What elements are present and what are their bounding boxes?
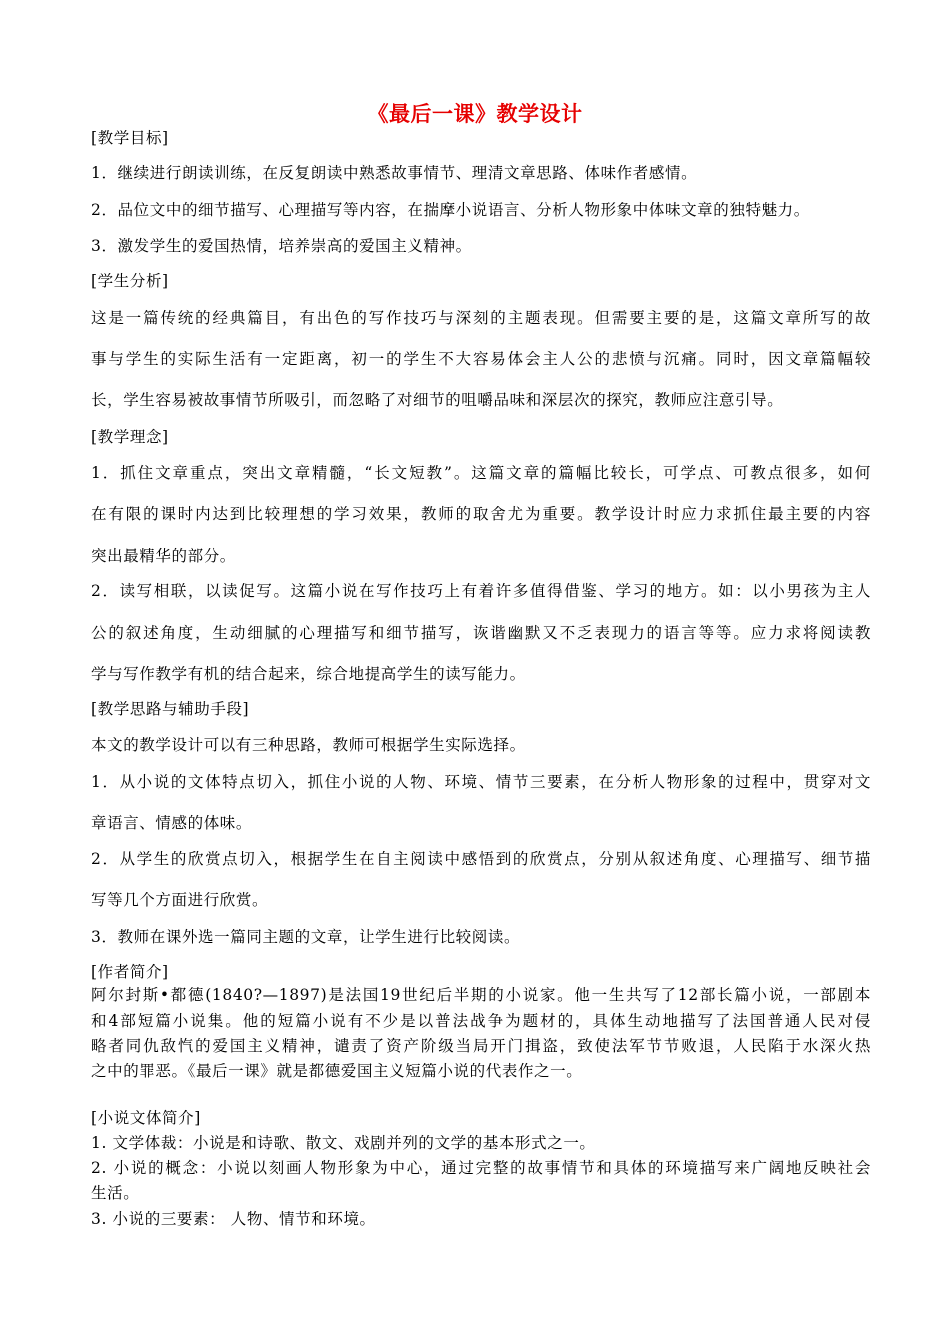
paragraph-line: 3．教师在课外选一篇同主题的文章，让学生进行比较阅读。 (91, 928, 521, 946)
goal-item-3: 3．激发学生的爱国热情，培养崇高的爱国主义精神。 (91, 237, 472, 255)
paragraph-line: 事与学生的实际生活有一定距离，初一的学生不大容易体会主人公的悲愤与沉痛。同时，因文章篇幅较 (91, 350, 871, 368)
list-item: 2. 小说的概念：小说以刻画人物形象为中心，通过完整的故事情节和具体的环境描写来广阔地反映社会 (91, 1159, 871, 1177)
paragraph-line: 之中的罪恶。《最后一课》就是都德爱国主义短篇小说的代表作之一。 (91, 1062, 583, 1080)
document-title: 《最后一课》教学设计 (367, 101, 583, 126)
paragraph-line: 1．从小说的文体特点切入，抓住小说的人物、环境、情节三要素，在分析人物形象的过程中，贯穿对文 (91, 773, 871, 791)
paragraph-line: 2．读写相联，以读促写。这篇小说在写作技巧上有着许多值得借鉴、学习的地方。如：以小男孩为主人 (91, 582, 871, 600)
paragraph-line: 生活。 (91, 1184, 140, 1202)
list-item: 3. 小说的三要素： 人物、情节和环境。 (91, 1210, 376, 1228)
heading-teaching-goals: [教学目标] (91, 129, 169, 147)
heading-student-analysis: [学生分析] (91, 272, 169, 290)
paragraph-line: 这是一篇传统的经典篇目，有出色的写作技巧与深刻的主题表现。但需要主要的是，这篇文章所写的故 (91, 309, 871, 327)
heading-teaching-philosophy: [教学理念] (91, 428, 169, 446)
paragraph-line: 在有限的课时内达到比较理想的学习效果，教师的取舍尤为重要。教学设计时应力求抓住最主要的内容 (91, 505, 871, 523)
paragraph-line: 突出最精华的部分。 (91, 547, 236, 565)
heading-author-intro: [作者简介] (91, 963, 169, 981)
heading-novel-genre: [小说文体简介] (91, 1109, 201, 1127)
paragraph-line: 本文的教学设计可以有三种思路，教师可根据学生实际选择。 (91, 736, 526, 754)
paragraph-line: 写等几个方面进行欣赏。 (91, 891, 269, 909)
paragraph-line: 学与写作教学有机的结合起来，综合地提高学生的读写能力。 (91, 665, 526, 683)
goal-item-1: 1．继续进行朗读训练，在反复朗读中熟悉故事情节、理清文章思路、体味作者感情。 (91, 164, 698, 182)
paragraph-line: 章语言、情感的体味。 (91, 814, 253, 832)
paragraph-line: 2．从学生的欣赏点切入，根据学生在自主阅读中感悟到的欣赏点，分别从叙述角度、心理描写、细节描 (91, 850, 871, 868)
goal-item-2: 2．品位文中的细节描写、心理描写等内容，在揣摩小说语言、分析人物形象中体味文章的独特魅力。 (91, 201, 810, 219)
paragraph-line: 和4部短篇小说集。他的短篇小说有不少是以普法战争为题材的，具体生动地描写了法国普通人民对侵 (91, 1012, 871, 1030)
list-item: 1. 文学体裁：小说是和诗歌、散文、戏剧并列的文学的基本形式之一。 (91, 1134, 596, 1152)
paragraph-line: 长，学生容易被故事情节所吸引，而忽略了对细节的咀嚼品味和深层次的探究，教师应注意引导。 (91, 391, 784, 409)
paragraph-line: 1．抓住文章重点，突出文章精髓，“长文短教”。这篇文章的篇幅比较长，可学点、可教点很多，如何 (91, 464, 871, 482)
heading-teaching-approach: [教学思路与辅助手段] (91, 700, 250, 718)
paragraph-line: 公的叙述角度，生动细腻的心理描写和细节描写，诙谐幽默又不乏表现力的语言等等。应力求将阅读教 (91, 624, 871, 642)
paragraph-line: 略者同仇敌忾的爱国主义精神，谴责了资产阶级当局开门揖盗，致使法军节节败退，人民陷于水深火热 (91, 1037, 871, 1055)
paragraph-line: 阿尔封斯•都德(1840?—1897)是法国19世纪后半期的小说家。他一生共写了12部长篇小说，一部剧本 (91, 986, 871, 1004)
